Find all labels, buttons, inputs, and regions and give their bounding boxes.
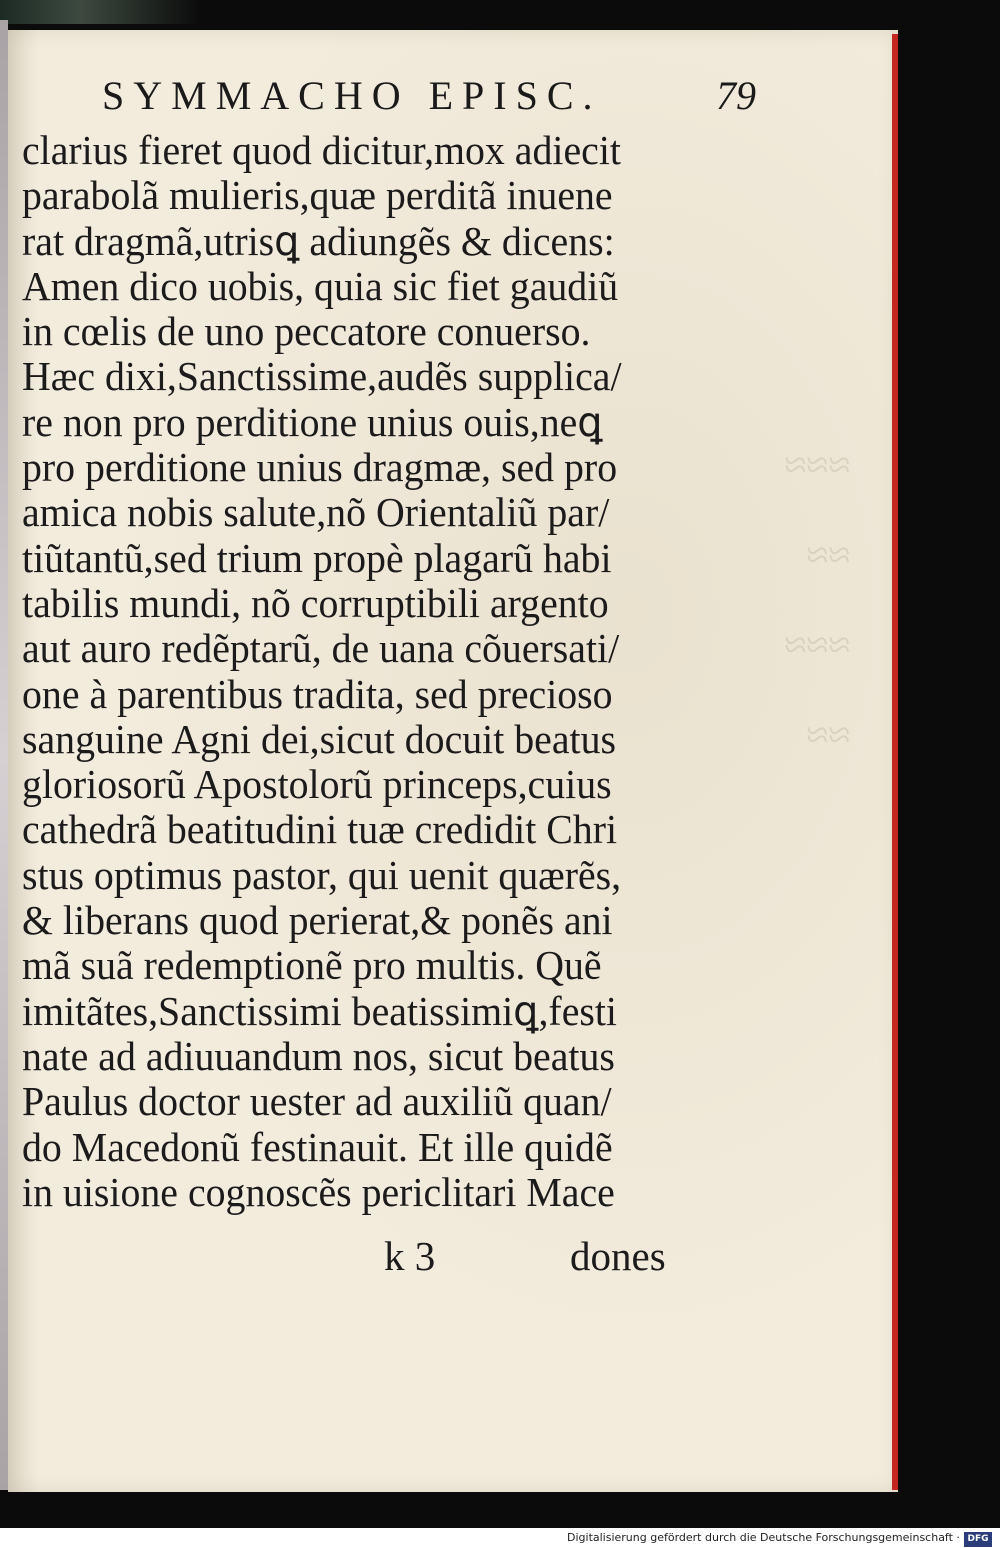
text-line: stus optimus pastor, qui uenit quærẽs,	[22, 851, 622, 898]
book-cover-edge	[0, 0, 200, 24]
digitization-credit: Digitalisierung gefördert durch die Deutsche Forschungsgemeinschaft ·	[567, 1531, 960, 1544]
text-line: amica nobis salute,nõ Orientaliũ par/	[22, 489, 610, 536]
text-line: tiũtantũ,sed trium propè plagarũ habi	[22, 534, 612, 581]
text-line: mã suã redemptionẽ pro multis. Quẽ	[22, 942, 602, 989]
text-line: one à parentibus tradita, sed precioso	[22, 670, 613, 717]
text-line: clarius fieret quod dicitur,mox adiecit	[22, 127, 621, 173]
text-line: do Macedonũ festinauit. Et ille quidẽ	[22, 1123, 613, 1170]
text-line: Hæc dixi,Sanctissime,audẽs supplica/	[22, 353, 622, 400]
text-line: Paulus doctor uester ad auxiliũ quan/	[22, 1078, 612, 1125]
text-line: parabolã mulieris,quæ perditã inuene	[22, 172, 613, 219]
dfg-logo: DFG	[964, 1532, 992, 1547]
text-line: imitãtes,Sanctissimi beatissimiꝗ,festi	[22, 987, 617, 1034]
text-line: Amen dico uobis, quia sic fiet gaudiũ	[22, 262, 619, 309]
catchword: dones	[570, 1233, 666, 1279]
text-line: tabilis mundi, nõ corruptibili argento	[22, 579, 609, 626]
running-head: SYMMACHO EPISC.	[102, 73, 602, 118]
page-header	[102, 72, 782, 122]
show-through-text: ≈≈≈ ≈≈ ≈≈≈ ≈≈	[784, 442, 850, 757]
text-line: in uisione cognoscẽs periclitari Mace	[22, 1168, 615, 1215]
body-text	[22, 128, 722, 1215]
text-line: in cœlis de uno peccatore conuerso.	[22, 308, 591, 355]
text-line: aut auro redẽptarũ, de uana cõuersati/	[22, 625, 620, 672]
text-line: & liberans quod perierat,& ponẽs ani	[22, 897, 613, 944]
text-line: cathedrã beatitudini tuæ credidit Chri	[22, 806, 618, 853]
text-line: pro perditione unius dragmæ, sed pro	[22, 444, 618, 491]
text-line: nate ad adiuuandum nos, sicut beatus	[22, 1032, 615, 1079]
text-line: gloriosorũ Apostolorũ princeps,cuius	[22, 761, 612, 808]
text-line: rat dragmã,utrisꝗ adiungẽs & dicens:	[22, 217, 615, 264]
page-number: 79	[716, 73, 756, 118]
signature-mark: k 3	[384, 1233, 436, 1279]
page-red-edge	[892, 34, 898, 1490]
text-line: sanguine Agni dei,sicut docuit beatus	[22, 715, 617, 762]
text-line: re non pro perditione unius ouis,neꝗ	[22, 398, 603, 445]
binding-edge	[0, 20, 8, 1490]
